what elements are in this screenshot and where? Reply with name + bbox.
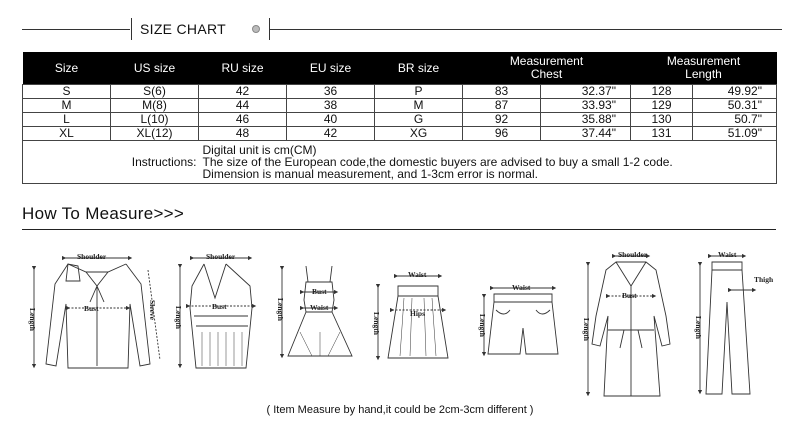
label-bust: Bust [84,304,99,313]
header-chest-line1: Measurement [509,54,584,68]
cell: L(10) [111,113,199,127]
instructions-row [23,141,777,184]
cell: 51.09" [693,127,777,141]
label-bust: Bust [212,302,227,311]
cell: P [375,85,463,99]
cell: 129 [631,99,693,113]
instructions-text [199,141,777,184]
cell: 40 [287,113,375,127]
cell: 35.88" [541,113,631,127]
label-bust: Bust [312,287,327,296]
shorts-figure [478,283,558,354]
header-length-line2: Length [685,67,722,81]
cell: M [375,99,463,113]
cell: 38 [287,99,375,113]
header-measurement-length [631,52,777,85]
cell: 87 [463,99,541,113]
cell: S(6) [111,85,199,99]
cell: 32.37" [541,85,631,99]
label-waist: Waist [718,250,737,259]
cell: 128 [631,85,693,99]
how-to-measure-title: How To Measure>>> [22,204,185,223]
trousers-figure [694,250,774,394]
label-shoulder: Shoulder [206,252,236,261]
instructions-label: Instructions: [23,141,199,184]
cell: L [23,113,111,127]
header-measurement-chest [463,52,631,85]
size-chart-title: SIZE CHART [140,21,226,37]
instruction-line: The size of the European code,the domestic buyers are advised to buy a small 1-2 code. [202,155,673,169]
header-rule-right [270,29,782,30]
label-waist: Waist [310,303,329,312]
vest-figure [174,252,254,368]
measurement-illustrations [20,236,780,402]
instruction-line: Digital unit is cm(CM) [202,143,317,157]
label-sleeve: Sleeve [148,300,157,320]
cell: M(8) [111,99,199,113]
cell: 96 [463,127,541,141]
label-hips: Hips [410,309,426,318]
label-length: Length [694,316,703,339]
header-rule-left [22,29,130,30]
cell: G [375,113,463,127]
cell: 48 [199,127,287,141]
blouse-figure [28,252,160,368]
cell: 42 [287,127,375,141]
label-length: Length [28,308,37,331]
skirt-figure [372,270,448,358]
cell: 50.31" [693,99,777,113]
size-table [22,52,777,184]
cell: 92 [463,113,541,127]
size-chart-header [22,18,782,42]
cell: XG [375,127,463,141]
table-header-row [23,52,777,85]
cell: 37.44" [541,127,631,141]
header-length-line1: Measurement [666,54,741,68]
bullet-icon [252,25,260,33]
header-br-size: BR size [375,52,463,85]
label-length: Length [276,298,285,321]
table-row [23,99,777,113]
label-bust: Bust [622,291,637,300]
table-row [23,85,777,99]
instruction-line: Dimension is manual measurement, and 1-3cm error is normal. [202,167,538,181]
cell: S [23,85,111,99]
label-length: Length [174,306,183,329]
label-thigh: Thigh [754,275,774,284]
cell: 50.7" [693,113,777,127]
label-length: Length [582,318,591,341]
table-row [23,127,777,141]
coat-figure [582,250,670,396]
label-waist: Waist [408,270,427,279]
label-length: Length [372,312,381,335]
label-waist: Waist [512,283,531,292]
label-shoulder: Shoulder [77,252,107,261]
cell: 44 [199,99,287,113]
dress-figure [276,266,352,356]
header-us-size: US size [111,52,199,85]
measurement-caption: ( Item Measure by hand,it could be 2cm-3cm different ) [266,404,534,416]
header-size: Size [23,52,111,85]
cell: 83 [463,85,541,99]
header-eu-size: EU size [287,52,375,85]
cell: 49.92" [693,85,777,99]
cell: 36 [287,85,375,99]
cell: XL [23,127,111,141]
cell: 130 [631,113,693,127]
cell: XL(12) [111,127,199,141]
header-tick-left [131,18,132,40]
cell: 131 [631,127,693,141]
cell: 46 [199,113,287,127]
cell: M [23,99,111,113]
header-ru-size: RU size [199,52,287,85]
cell: 42 [199,85,287,99]
label-length: Length [478,314,487,337]
cell: 33.93" [541,99,631,113]
section-divider [22,229,776,230]
table-row [23,113,777,127]
header-chest-line2: Chest [530,67,563,81]
label-shoulder: Shoulder [618,250,648,259]
